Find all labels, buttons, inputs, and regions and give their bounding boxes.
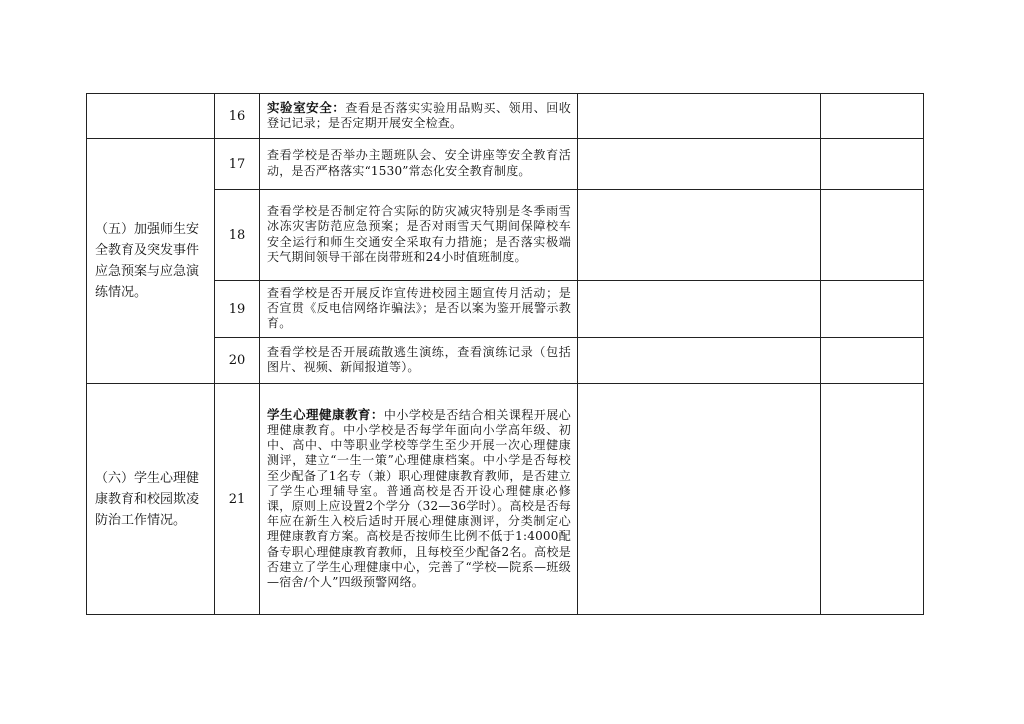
category-cell: （六）学生心理健康教育和校园欺凌防治工作情况。 — [87, 384, 215, 615]
item-text: 查看学校是否开展疏散逃生演练，查看演练记录（包括图片、视频、新闻报道等）。 — [267, 344, 571, 374]
result-cell — [578, 94, 821, 139]
result-cell — [578, 338, 821, 384]
item-description — [260, 338, 578, 384]
result-cell — [578, 281, 821, 338]
item-number: 21 — [215, 384, 260, 615]
item-number: 18 — [215, 190, 260, 281]
result-cell — [578, 190, 821, 281]
note-cell — [821, 139, 924, 190]
item-description — [260, 190, 578, 281]
result-cell — [578, 139, 821, 190]
note-cell — [821, 281, 924, 338]
item-description — [260, 384, 578, 615]
category-cell — [87, 94, 215, 139]
item-lead-sep: ： — [370, 406, 384, 422]
item-lead: 实验室安全 — [267, 99, 333, 115]
item-text: 查看是否落实实验用品购买、领用、回收登记记录；是否定期开展安全检查。 — [267, 100, 571, 130]
table-row — [87, 139, 924, 190]
result-cell — [578, 384, 821, 615]
item-text: 查看学校是否制定符合实际的防灾减灾特别是冬季雨雪冰冻灾害防范应急预案；是否对雨雪天气期间保障校车安全运行和师生交通安全采取有力措施；是否落实极端天气期间领导干部在岗带班和24小时值班制度。 — [267, 204, 571, 264]
item-text: 查看学校是否开展反诈宣传进校园主题宣传月活动；是否宣贯《反电信网络诈骗法》；是否以案为鉴开展警示教育。 — [267, 285, 571, 331]
inspection-table — [86, 93, 924, 615]
note-cell — [821, 384, 924, 615]
note-cell — [821, 94, 924, 139]
item-description — [260, 139, 578, 190]
item-number: 16 — [215, 94, 260, 139]
item-text: 查看学校是否举办主题班队会、安全讲座等安全教育活动，是否严格落实“1530”常态化安全教育制度。 — [267, 148, 571, 178]
table-row — [87, 384, 924, 615]
table-row — [87, 94, 924, 139]
note-cell — [821, 338, 924, 384]
category-cell: （五）加强师生安全教育及突发事件应急预案与应急演练情况。 — [87, 139, 215, 384]
note-cell — [821, 190, 924, 281]
item-lead-sep: ： — [332, 99, 346, 115]
item-lead: 学生心理健康教育 — [267, 406, 371, 422]
item-description — [260, 94, 578, 139]
item-number: 20 — [215, 338, 260, 384]
item-description — [260, 281, 578, 338]
item-number: 19 — [215, 281, 260, 338]
item-number: 17 — [215, 139, 260, 190]
item-text: 中小学校是否结合相关课程开展心理健康教育。中小学校是否每学年面向小学高年级、初中、高中、中等职业学校等学生至少开展一次心理健康测评，建立“一生一策”心理健康档案。中小学是否每校至少配备了1名专（兼）职心理健康教育教师，是否建立了学生心理辅导室。普通高校是否开设心理健康必修课，原则上应设置2个学分（32—36学时）。高校是否每年应在新生入校后适时开展心理健康测评，分类制定心理健康教育方案。高校是否按师生比例不低于1:4000配备专职心理健康教育教师，且每校至少配备2名。高校是否建立了学生心理健康中心，完善了“学校—院系—班级—宿舍/个人”四级预警网络。 — [267, 407, 571, 590]
